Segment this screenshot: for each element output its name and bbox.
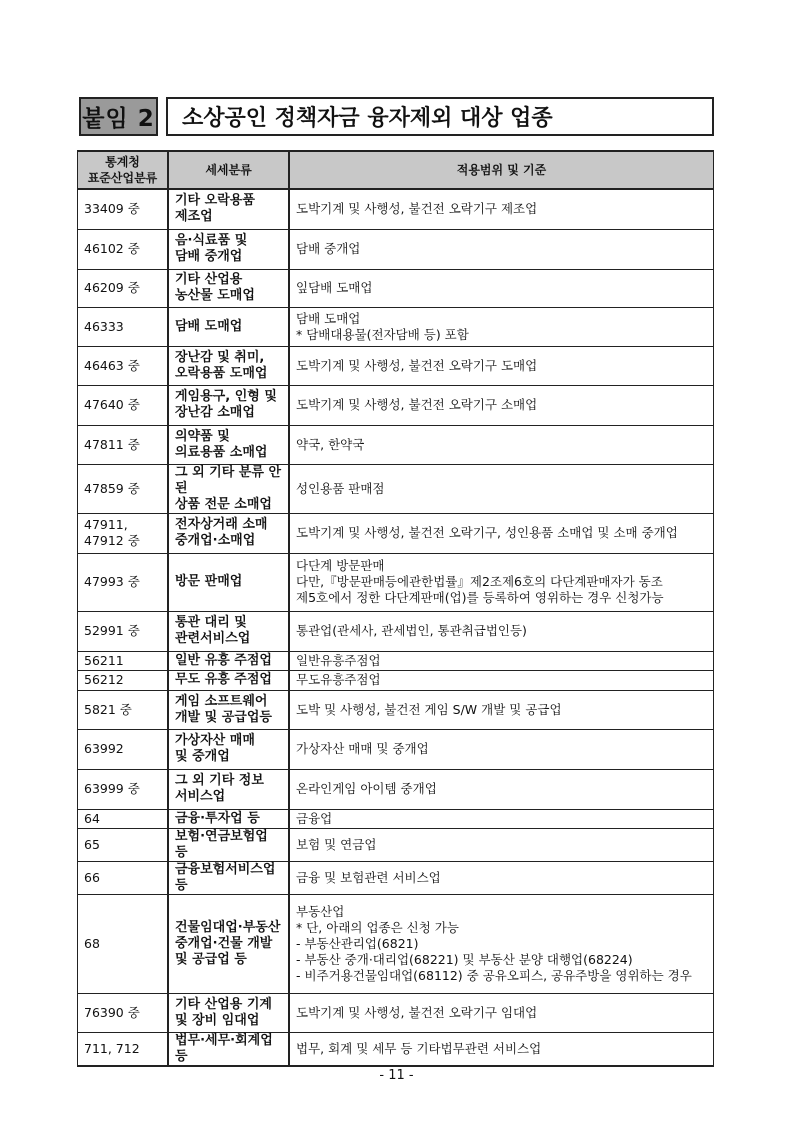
industry-code: 46463 중 (78, 346, 169, 385)
page-title: 소상공인 정책자금 융자제외 대상 업종 (166, 97, 714, 136)
table-row (78, 229, 714, 269)
sub-classification: 일반 유흥 주점업 (168, 651, 289, 670)
sub-classification: 음·식료품 및 담배 중개업 (168, 229, 289, 269)
criteria: 보험 및 연금업 (289, 828, 714, 861)
industry-code: 76390 중 (78, 993, 169, 1032)
industry-code: 65 (78, 828, 169, 861)
industry-code: 56212 (78, 670, 169, 690)
table-row (78, 189, 714, 229)
table-row (78, 346, 714, 385)
criteria: 도박기계 및 사행성, 불건전 오락기구 소매업 (289, 385, 714, 425)
table-row (78, 769, 714, 809)
industry-code: 47859 중 (78, 464, 169, 513)
sub-classification: 그 외 기타 분류 안된 상품 전문 소매업 (168, 464, 289, 513)
table-row (78, 385, 714, 425)
criteria: 성인용품 판매점 (289, 464, 714, 513)
sub-classification: 담배 도매업 (168, 307, 289, 346)
criteria: 부동산업 * 단, 아래의 업종은 신청 가능 - 부동산관리업(6821) - 부동산 중개·대리업(68221) 및 부동산 분양 대행업(68224) - 비주거용건물임대업(68112) 중 공유오피스, 공유주방을 영위하는 경우 (289, 894, 714, 993)
criteria: 금융 및 보험관련 서비스업 (289, 861, 714, 894)
sub-classification: 금융보험서비스업 등 (168, 861, 289, 894)
industry-code: 46333 (78, 307, 169, 346)
appendix-badge: 붙임 2 (79, 97, 158, 136)
table-row (78, 894, 714, 993)
header-classification: 세세분류 (168, 151, 289, 189)
industry-code: 46102 중 (78, 229, 169, 269)
industry-code: 33409 중 (78, 189, 169, 229)
sub-classification: 기타 산업용 농산물 도매업 (168, 269, 289, 307)
criteria: 도박기계 및 사행성, 불건전 오락기구 도매업 (289, 346, 714, 385)
criteria: 무도유흥주점업 (289, 670, 714, 690)
industry-code: 47911, 47912 중 (78, 513, 169, 553)
criteria: 도박기계 및 사행성, 불건전 오락기구 제조업 (289, 189, 714, 229)
industry-code: 5821 중 (78, 690, 169, 729)
table-row (78, 307, 714, 346)
industry-code: 47640 중 (78, 385, 169, 425)
header-code: 통계청 표준산업분류 (78, 151, 169, 189)
industry-code: 52991 중 (78, 611, 169, 651)
sub-classification: 게임용구, 인형 및 장난감 소매업 (168, 385, 289, 425)
excluded-industries-table (77, 150, 714, 1067)
sub-classification: 기타 오락용품 제조업 (168, 189, 289, 229)
sub-classification: 기타 산업용 기계 및 장비 임대업 (168, 993, 289, 1032)
criteria: 약국, 한약국 (289, 425, 714, 464)
table-row (78, 513, 714, 553)
sub-classification: 통관 대리 및 관련서비스업 (168, 611, 289, 651)
sub-classification: 방문 판매업 (168, 553, 289, 611)
criteria: 법무, 회계 및 세무 등 기타법무관련 서비스업 (289, 1032, 714, 1066)
industry-code: 46209 중 (78, 269, 169, 307)
sub-classification: 법무·세무·회계업 등 (168, 1032, 289, 1066)
industry-code: 63999 중 (78, 769, 169, 809)
table-row (78, 553, 714, 611)
table-row (78, 1032, 714, 1066)
table-row (78, 670, 714, 690)
table-row (78, 269, 714, 307)
criteria: 담배 도매업 * 담배대용물(전자담배 등) 포함 (289, 307, 714, 346)
sub-classification: 보험·연금보험업 등 (168, 828, 289, 861)
industry-code: 64 (78, 809, 169, 828)
criteria: 다단계 방문판매 다만,『방문판매등에관한법률』제2조제6호의 다단계판매자가 동조 제5호에서 정한 다단계판매(업)를 등록하여 영위하는 경우 신청가능 (289, 553, 714, 611)
criteria: 잎담배 도매업 (289, 269, 714, 307)
industry-code: 68 (78, 894, 169, 993)
criteria: 금융업 (289, 809, 714, 828)
criteria: 일반유흥주점업 (289, 651, 714, 670)
table-row (78, 690, 714, 729)
table-row (78, 809, 714, 828)
sub-classification: 장난감 및 취미, 오락용품 도매업 (168, 346, 289, 385)
table-row (78, 828, 714, 861)
table-row (78, 861, 714, 894)
criteria: 통관업(관세사, 관세법인, 통관취급법인등) (289, 611, 714, 651)
page-number: - 11 - (379, 1068, 414, 1083)
industry-code: 56211 (78, 651, 169, 670)
table-row (78, 993, 714, 1032)
sub-classification: 전자상거래 소매 중개업·소매업 (168, 513, 289, 553)
table-header-row (78, 151, 714, 189)
criteria: 도박 및 사행성, 불건전 게임 S/W 개발 및 공급업 (289, 690, 714, 729)
sub-classification: 무도 유흥 주점업 (168, 670, 289, 690)
industry-code: 63992 (78, 729, 169, 769)
industry-code: 47993 중 (78, 553, 169, 611)
industry-code: 711, 712 (78, 1032, 169, 1066)
table-row (78, 729, 714, 769)
industry-code: 47811 중 (78, 425, 169, 464)
sub-classification: 금융·투자업 등 (168, 809, 289, 828)
table-row (78, 464, 714, 513)
criteria: 도박기계 및 사행성, 불건전 오락기구 임대업 (289, 993, 714, 1032)
header-criteria: 적용범위 및 기준 (289, 151, 714, 189)
sub-classification: 건물임대업·부동산 중개업·건물 개발 및 공급업 등 (168, 894, 289, 993)
industry-code: 66 (78, 861, 169, 894)
criteria: 도박기계 및 사행성, 불건전 오락기구, 성인용품 소매업 및 소매 중개업 (289, 513, 714, 553)
criteria: 가상자산 매매 및 중개업 (289, 729, 714, 769)
sub-classification: 가상자산 매매 및 중개업 (168, 729, 289, 769)
criteria: 담배 중개업 (289, 229, 714, 269)
table-row (78, 651, 714, 670)
sub-classification: 의약품 및 의료용품 소매업 (168, 425, 289, 464)
sub-classification: 게임 소프트웨어 개발 및 공급업등 (168, 690, 289, 729)
table-row (78, 425, 714, 464)
criteria: 온라인게임 아이템 중개업 (289, 769, 714, 809)
table-row (78, 611, 714, 651)
sub-classification: 그 외 기타 정보 서비스업 (168, 769, 289, 809)
